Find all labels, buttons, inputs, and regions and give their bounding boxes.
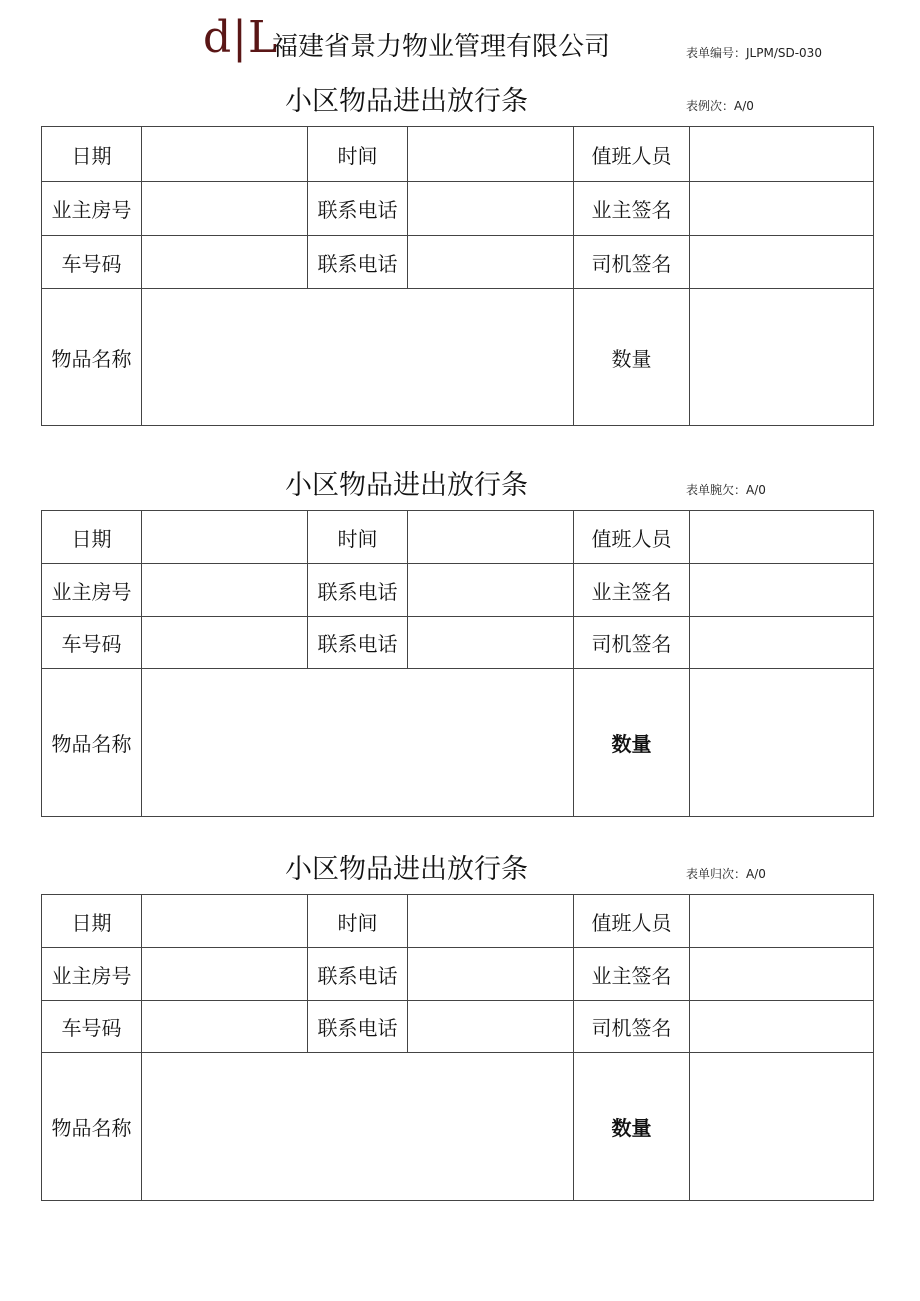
date-field[interactable] bbox=[142, 895, 308, 948]
time-field[interactable] bbox=[408, 895, 574, 948]
quantity-label: 数量 bbox=[574, 289, 690, 426]
contact-phone-field[interactable] bbox=[408, 617, 574, 669]
table-row bbox=[42, 182, 874, 236]
document-header bbox=[0, 0, 920, 80]
driver-sign-label: 司机签名 bbox=[574, 617, 690, 669]
owner-sign-label: 业主签名 bbox=[574, 948, 690, 1001]
quantity-label: 数量 bbox=[574, 669, 690, 817]
item-name-field[interactable] bbox=[142, 669, 574, 817]
owner-room-field[interactable] bbox=[142, 948, 308, 1001]
date-field[interactable] bbox=[142, 127, 308, 182]
owner-sign-field[interactable] bbox=[690, 564, 874, 617]
date-label: 日期 bbox=[42, 127, 142, 182]
driver-sign-field[interactable] bbox=[690, 236, 874, 289]
contact-phone-field[interactable] bbox=[408, 564, 574, 617]
slip-form-table bbox=[41, 510, 874, 817]
table-row bbox=[42, 289, 874, 426]
item-name-field[interactable] bbox=[142, 289, 574, 426]
item-name-label: 物品名称 bbox=[42, 1053, 142, 1201]
driver-sign-field[interactable] bbox=[690, 1001, 874, 1053]
table-row bbox=[42, 127, 874, 182]
plate-label: 车号码 bbox=[42, 1001, 142, 1053]
contact-phone-label: 联系电话 bbox=[308, 182, 408, 236]
owner-room-label: 业主房号 bbox=[42, 564, 142, 617]
contact-phone-label: 联系电话 bbox=[308, 564, 408, 617]
slip-form-table bbox=[41, 126, 874, 426]
time-label: 时间 bbox=[308, 895, 408, 948]
quantity-field[interactable] bbox=[690, 1053, 874, 1201]
form-number: 表单编号：JLPM/SD-030 bbox=[686, 46, 822, 60]
quantity-label: 数量 bbox=[574, 1053, 690, 1201]
table-row bbox=[42, 511, 874, 564]
time-field[interactable] bbox=[408, 511, 574, 564]
driver-sign-field[interactable] bbox=[690, 617, 874, 669]
company-name: 福建省景力物业管理有限公司 bbox=[272, 32, 611, 62]
slip-form-table bbox=[41, 894, 874, 1201]
date-field[interactable] bbox=[142, 511, 308, 564]
slip-title: 小区物品进出放行条 bbox=[285, 86, 528, 117]
owner-sign-field[interactable] bbox=[690, 948, 874, 1001]
time-field[interactable] bbox=[408, 127, 574, 182]
plate-field[interactable] bbox=[142, 1001, 308, 1053]
table-row bbox=[42, 236, 874, 289]
staff-field[interactable] bbox=[690, 127, 874, 182]
table-row bbox=[42, 564, 874, 617]
plate-label: 车号码 bbox=[42, 236, 142, 289]
owner-sign-field[interactable] bbox=[690, 182, 874, 236]
table-row bbox=[42, 617, 874, 669]
slip-title: 小区物品进出放行条 bbox=[285, 470, 528, 501]
item-name-field[interactable] bbox=[142, 1053, 574, 1201]
table-row bbox=[42, 895, 874, 948]
contact-phone-label: 联系电话 bbox=[308, 948, 408, 1001]
contact-phone-label: 联系电话 bbox=[308, 617, 408, 669]
time-label: 时间 bbox=[308, 127, 408, 182]
owner-room-label: 业主房号 bbox=[42, 948, 142, 1001]
staff-label: 值班人员 bbox=[574, 511, 690, 564]
slip-title: 小区物品进出放行条 bbox=[285, 854, 528, 885]
slip-version: 表单腕欠：A/0 bbox=[686, 483, 766, 497]
owner-sign-label: 业主签名 bbox=[574, 182, 690, 236]
staff-field[interactable] bbox=[690, 511, 874, 564]
owner-room-label: 业主房号 bbox=[42, 182, 142, 236]
slip-version: 表单归次：A/0 bbox=[686, 867, 766, 881]
table-row bbox=[42, 948, 874, 1001]
contact-phone-field[interactable] bbox=[408, 1001, 574, 1053]
owner-room-field[interactable] bbox=[142, 564, 308, 617]
plate-label: 车号码 bbox=[42, 617, 142, 669]
quantity-field[interactable] bbox=[690, 289, 874, 426]
slip-version: 表例次：A/0 bbox=[686, 99, 754, 113]
contact-phone-label: 联系电话 bbox=[308, 1001, 408, 1053]
owner-sign-label: 业主签名 bbox=[574, 564, 690, 617]
time-label: 时间 bbox=[308, 511, 408, 564]
table-row bbox=[42, 1001, 874, 1053]
table-row bbox=[42, 1053, 874, 1201]
date-label: 日期 bbox=[42, 895, 142, 948]
company-logo: d|L bbox=[203, 12, 279, 63]
plate-field[interactable] bbox=[142, 236, 308, 289]
driver-sign-label: 司机签名 bbox=[574, 1001, 690, 1053]
item-name-label: 物品名称 bbox=[42, 669, 142, 817]
contact-phone-field[interactable] bbox=[408, 182, 574, 236]
staff-label: 值班人员 bbox=[574, 895, 690, 948]
contact-phone-field[interactable] bbox=[408, 236, 574, 289]
contact-phone-field[interactable] bbox=[408, 948, 574, 1001]
staff-label: 值班人员 bbox=[574, 127, 690, 182]
driver-sign-label: 司机签名 bbox=[574, 236, 690, 289]
plate-field[interactable] bbox=[142, 617, 308, 669]
table-row bbox=[42, 669, 874, 817]
contact-phone-label: 联系电话 bbox=[308, 236, 408, 289]
date-label: 日期 bbox=[42, 511, 142, 564]
item-name-label: 物品名称 bbox=[42, 289, 142, 426]
owner-room-field[interactable] bbox=[142, 182, 308, 236]
staff-field[interactable] bbox=[690, 895, 874, 948]
quantity-field[interactable] bbox=[690, 669, 874, 817]
